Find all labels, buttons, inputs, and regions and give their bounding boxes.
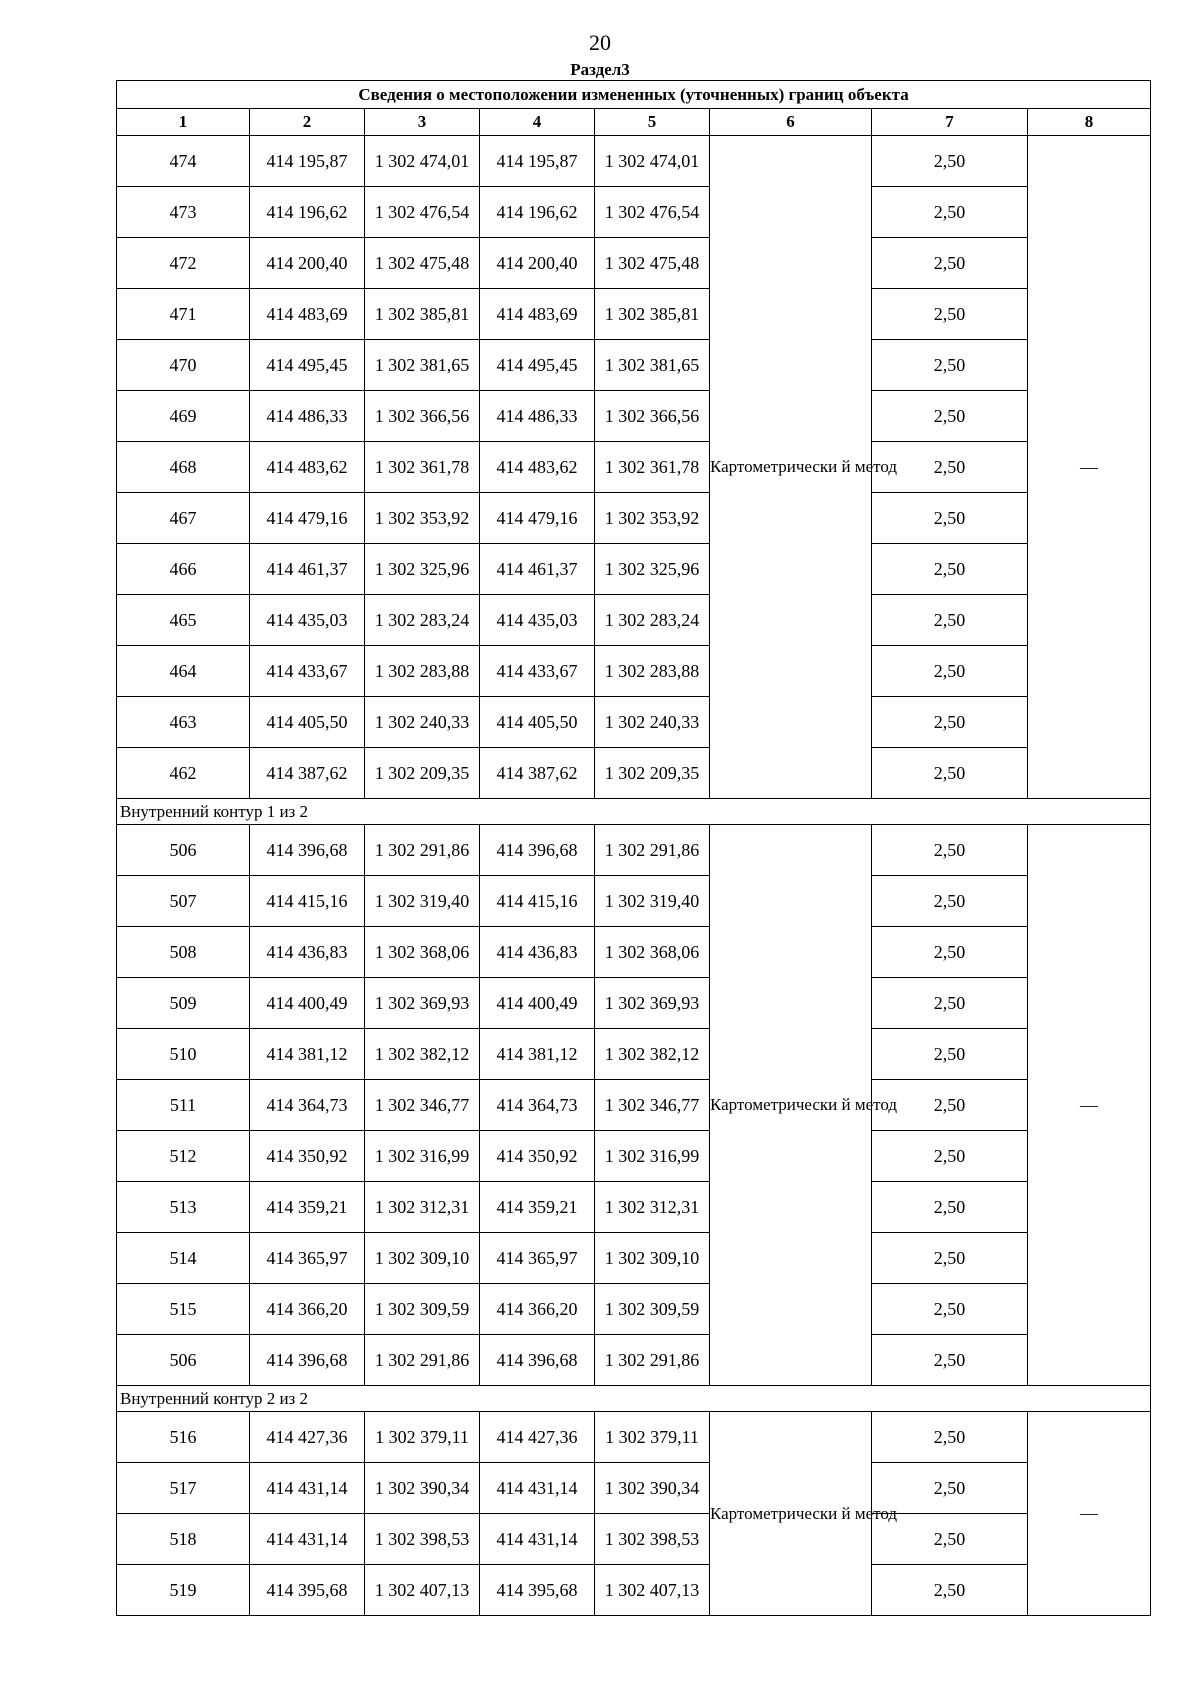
coordinate-cell: 414 461,37 [250,544,365,595]
coordinate-cell: 1 302 361,78 [595,442,710,493]
table-row [117,978,1151,1029]
coordinate-cell: 1 302 312,31 [365,1182,480,1233]
error-value: 2,50 [872,1284,1028,1335]
error-value: 2,50 [872,442,1028,493]
point-number: 462 [117,748,250,799]
point-number: 473 [117,187,250,238]
column-header: 6 [710,109,872,136]
coordinate-cell: 414 195,87 [250,136,365,187]
coordinate-cell: 1 302 476,54 [365,187,480,238]
point-number: 506 [117,1335,250,1386]
coordinate-cell: 1 302 316,99 [365,1131,480,1182]
coordinate-cell: 1 302 390,34 [365,1463,480,1514]
coordinate-cell: 1 302 346,77 [595,1080,710,1131]
contour-label: Внутренний контур 1 из 2 [117,799,1151,825]
coordinate-cell: 1 302 385,81 [595,289,710,340]
coordinate-cell: 414 427,36 [480,1412,595,1463]
error-value: 2,50 [872,1463,1028,1514]
point-number: 506 [117,825,250,876]
point-number: 472 [117,238,250,289]
coordinate-cell: 1 302 368,06 [365,927,480,978]
coordinate-cell: 1 302 309,59 [365,1284,480,1335]
coordinate-cell: 414 381,12 [250,1029,365,1080]
coordinate-cell: 414 196,62 [250,187,365,238]
coordinate-cell: 1 302 291,86 [595,825,710,876]
column-header: 7 [872,109,1028,136]
table-row [117,238,1151,289]
table-row [117,1131,1151,1182]
coordinate-cell: 1 302 309,10 [365,1233,480,1284]
table-row [117,697,1151,748]
coordinate-cell: 1 302 291,86 [365,825,480,876]
table-row [117,1182,1151,1233]
column-header: 3 [365,109,480,136]
coordinate-cell: 414 427,36 [250,1412,365,1463]
coordinate-cell: 1 302 368,06 [595,927,710,978]
column-header: 8 [1028,109,1151,136]
coordinate-cell: 414 483,62 [250,442,365,493]
error-value: 2,50 [872,825,1028,876]
coordinate-cell: 414 436,83 [480,927,595,978]
table-row [117,391,1151,442]
contour-label: Внутренний контур 2 из 2 [117,1386,1151,1412]
point-number: 464 [117,646,250,697]
coordinate-cell: 414 350,92 [250,1131,365,1182]
method-cell: Картометрически й метод [710,136,872,799]
coordinate-cell: 414 364,73 [250,1080,365,1131]
column-header: 5 [595,109,710,136]
coordinate-cell: 1 302 309,59 [595,1284,710,1335]
error-value: 2,50 [872,595,1028,646]
error-value: 2,50 [872,238,1028,289]
coordinate-cell: 414 431,14 [480,1514,595,1565]
error-value: 2,50 [872,340,1028,391]
coordinate-cell: 1 302 240,33 [595,697,710,748]
table-row [117,748,1151,799]
coordinate-cell: 414 395,68 [480,1565,595,1616]
point-number: 469 [117,391,250,442]
dash-cell: — [1028,136,1151,799]
error-value: 2,50 [872,1335,1028,1386]
coordinate-cell: 414 415,16 [480,876,595,927]
table-row [117,340,1151,391]
table-row [117,187,1151,238]
coordinate-cell: 1 302 316,99 [595,1131,710,1182]
coordinate-cell: 1 302 379,11 [365,1412,480,1463]
coordinate-cell: 1 302 385,81 [365,289,480,340]
error-value: 2,50 [872,646,1028,697]
error-value: 2,50 [872,289,1028,340]
coordinate-cell: 1 302 209,35 [595,748,710,799]
coordinate-cell: 414 400,49 [250,978,365,1029]
coordinate-cell: 414 431,14 [250,1463,365,1514]
error-value: 2,50 [872,1565,1028,1616]
coordinate-cell: 414 431,14 [250,1514,365,1565]
table-row [117,442,1151,493]
coordinate-cell: 1 302 474,01 [365,136,480,187]
table-row [117,1233,1151,1284]
coordinate-cell: 1 302 474,01 [595,136,710,187]
column-header: 1 [117,109,250,136]
method-cell: Картометрически й метод [710,825,872,1386]
coordinate-cell: 1 302 319,40 [595,876,710,927]
coordinate-cell: 414 195,87 [480,136,595,187]
coordinate-cell: 1 302 475,48 [365,238,480,289]
coordinate-cell: 1 302 353,92 [595,493,710,544]
table-row [117,876,1151,927]
table-title: Сведения о местоположении измененных (уточненных) границ объекта [117,81,1151,109]
coordinate-cell: 414 359,21 [480,1182,595,1233]
page-number: 20 [589,30,611,55]
coordinate-cell: 414 495,45 [250,340,365,391]
coordinate-cell: 1 302 369,93 [595,978,710,1029]
coordinate-cell: 414 366,20 [480,1284,595,1335]
coordinate-cell: 414 387,62 [250,748,365,799]
boundary-coordinates-table [116,80,1151,1616]
coordinate-cell: 1 302 283,88 [365,646,480,697]
coordinate-cell: 1 302 240,33 [365,697,480,748]
table-row [117,1335,1151,1386]
error-value: 2,50 [872,1131,1028,1182]
coordinate-cell: 1 302 390,34 [595,1463,710,1514]
coordinate-cell: 414 479,16 [480,493,595,544]
table-row [117,646,1151,697]
coordinate-cell: 1 302 381,65 [595,340,710,391]
coordinate-cell: 1 302 476,54 [595,187,710,238]
table-row [117,493,1151,544]
point-number: 463 [117,697,250,748]
coordinate-cell: 1 302 366,56 [365,391,480,442]
coordinate-cell: 1 302 475,48 [595,238,710,289]
coordinate-cell: 1 302 381,65 [365,340,480,391]
coordinate-cell: 414 486,33 [250,391,365,442]
point-number: 470 [117,340,250,391]
table-row [117,595,1151,646]
coordinate-cell: 1 302 407,13 [365,1565,480,1616]
table-row [117,1514,1151,1565]
coordinate-cell: 1 302 361,78 [365,442,480,493]
coordinate-cell: 414 433,67 [250,646,365,697]
coordinate-cell: 414 405,50 [480,697,595,748]
column-header: 4 [480,109,595,136]
error-value: 2,50 [872,187,1028,238]
table-row [117,1080,1151,1131]
coordinate-cell: 1 302 283,24 [365,595,480,646]
column-header-row [117,109,1151,136]
coordinate-cell: 414 435,03 [250,595,365,646]
coordinate-cell: 414 350,92 [480,1131,595,1182]
coordinate-cell: 414 483,69 [480,289,595,340]
coordinate-cell: 414 200,40 [250,238,365,289]
column-header: 2 [250,109,365,136]
table-row [117,136,1151,187]
point-number: 510 [117,1029,250,1080]
coordinate-cell: 414 433,67 [480,646,595,697]
method-cell: Картометрически й метод [710,1412,872,1616]
contour-label-row [117,1386,1151,1412]
coordinate-cell: 1 302 291,86 [595,1335,710,1386]
coordinate-cell: 414 495,45 [480,340,595,391]
coordinate-cell: 414 359,21 [250,1182,365,1233]
coordinate-cell: 1 302 379,11 [595,1412,710,1463]
table-row [117,927,1151,978]
coordinate-cell: 414 364,73 [480,1080,595,1131]
coordinate-cell: 1 302 398,53 [365,1514,480,1565]
coordinate-cell: 414 395,68 [250,1565,365,1616]
error-value: 2,50 [872,1080,1028,1131]
error-value: 2,50 [872,391,1028,442]
coordinate-cell: 1 302 353,92 [365,493,480,544]
point-number: 516 [117,1412,250,1463]
point-number: 519 [117,1565,250,1616]
coordinate-cell: 414 396,68 [480,1335,595,1386]
coordinate-cell: 1 302 382,12 [365,1029,480,1080]
point-number: 509 [117,978,250,1029]
point-number: 515 [117,1284,250,1335]
coordinate-cell: 1 302 209,35 [365,748,480,799]
point-number: 467 [117,493,250,544]
coordinate-cell: 414 436,83 [250,927,365,978]
error-value: 2,50 [872,1412,1028,1463]
coordinate-cell: 414 396,68 [250,1335,365,1386]
coordinate-cell: 414 365,97 [250,1233,365,1284]
table-row [117,1412,1151,1463]
contour-label-row [117,799,1151,825]
point-number: 466 [117,544,250,595]
coordinate-cell: 414 483,62 [480,442,595,493]
coordinate-cell: 1 302 325,96 [595,544,710,595]
coordinate-cell: 1 302 309,10 [595,1233,710,1284]
error-value: 2,50 [872,697,1028,748]
error-value: 2,50 [872,876,1028,927]
coordinate-cell: 414 431,14 [480,1463,595,1514]
coordinate-cell: 414 435,03 [480,595,595,646]
point-number: 471 [117,289,250,340]
table-row [117,544,1151,595]
error-value: 2,50 [872,1029,1028,1080]
coordinate-cell: 1 302 325,96 [365,544,480,595]
point-number: 512 [117,1131,250,1182]
error-value: 2,50 [872,544,1028,595]
table-row [117,825,1151,876]
point-number: 518 [117,1514,250,1565]
point-number: 517 [117,1463,250,1514]
coordinate-cell: 414 415,16 [250,876,365,927]
table-body [117,136,1151,1616]
coordinate-cell: 414 381,12 [480,1029,595,1080]
point-number: 508 [117,927,250,978]
coordinate-cell: 414 365,97 [480,1233,595,1284]
coordinate-cell: 414 196,62 [480,187,595,238]
coordinate-cell: 414 461,37 [480,544,595,595]
error-value: 2,50 [872,748,1028,799]
point-number: 468 [117,442,250,493]
error-value: 2,50 [872,1233,1028,1284]
coordinate-cell: 1 302 366,56 [595,391,710,442]
table-row [117,1029,1151,1080]
error-value: 2,50 [872,978,1028,1029]
point-number: 465 [117,595,250,646]
coordinate-cell: 1 302 382,12 [595,1029,710,1080]
coordinate-cell: 414 366,20 [250,1284,365,1335]
coordinate-cell: 414 405,50 [250,697,365,748]
coordinate-cell: 414 200,40 [480,238,595,289]
point-number: 513 [117,1182,250,1233]
coordinate-cell: 1 302 346,77 [365,1080,480,1131]
coordinate-cell: 1 302 319,40 [365,876,480,927]
point-number: 511 [117,1080,250,1131]
dash-cell: — [1028,825,1151,1386]
coordinate-cell: 1 302 291,86 [365,1335,480,1386]
error-value: 2,50 [872,1514,1028,1565]
dash-cell: — [1028,1412,1151,1616]
coordinate-cell: 1 302 312,31 [595,1182,710,1233]
coordinate-cell: 414 387,62 [480,748,595,799]
coordinate-cell: 1 302 407,13 [595,1565,710,1616]
point-number: 507 [117,876,250,927]
table-row [117,1284,1151,1335]
coordinate-cell: 414 396,68 [480,825,595,876]
point-number: 474 [117,136,250,187]
coordinate-cell: 414 396,68 [250,825,365,876]
table-row [117,289,1151,340]
error-value: 2,50 [872,136,1028,187]
coordinate-cell: 1 302 398,53 [595,1514,710,1565]
coordinate-cell: 414 483,69 [250,289,365,340]
coordinate-cell: 414 400,49 [480,978,595,1029]
error-value: 2,50 [872,1182,1028,1233]
table-row [117,1565,1151,1616]
point-number: 514 [117,1233,250,1284]
error-value: 2,50 [872,493,1028,544]
coordinate-cell: 414 486,33 [480,391,595,442]
section-label: Раздел3 [570,60,630,79]
coordinate-cell: 414 479,16 [250,493,365,544]
table-row [117,1463,1151,1514]
coordinate-cell: 1 302 283,88 [595,646,710,697]
coordinate-cell: 1 302 283,24 [595,595,710,646]
coordinate-cell: 1 302 369,93 [365,978,480,1029]
error-value: 2,50 [872,927,1028,978]
